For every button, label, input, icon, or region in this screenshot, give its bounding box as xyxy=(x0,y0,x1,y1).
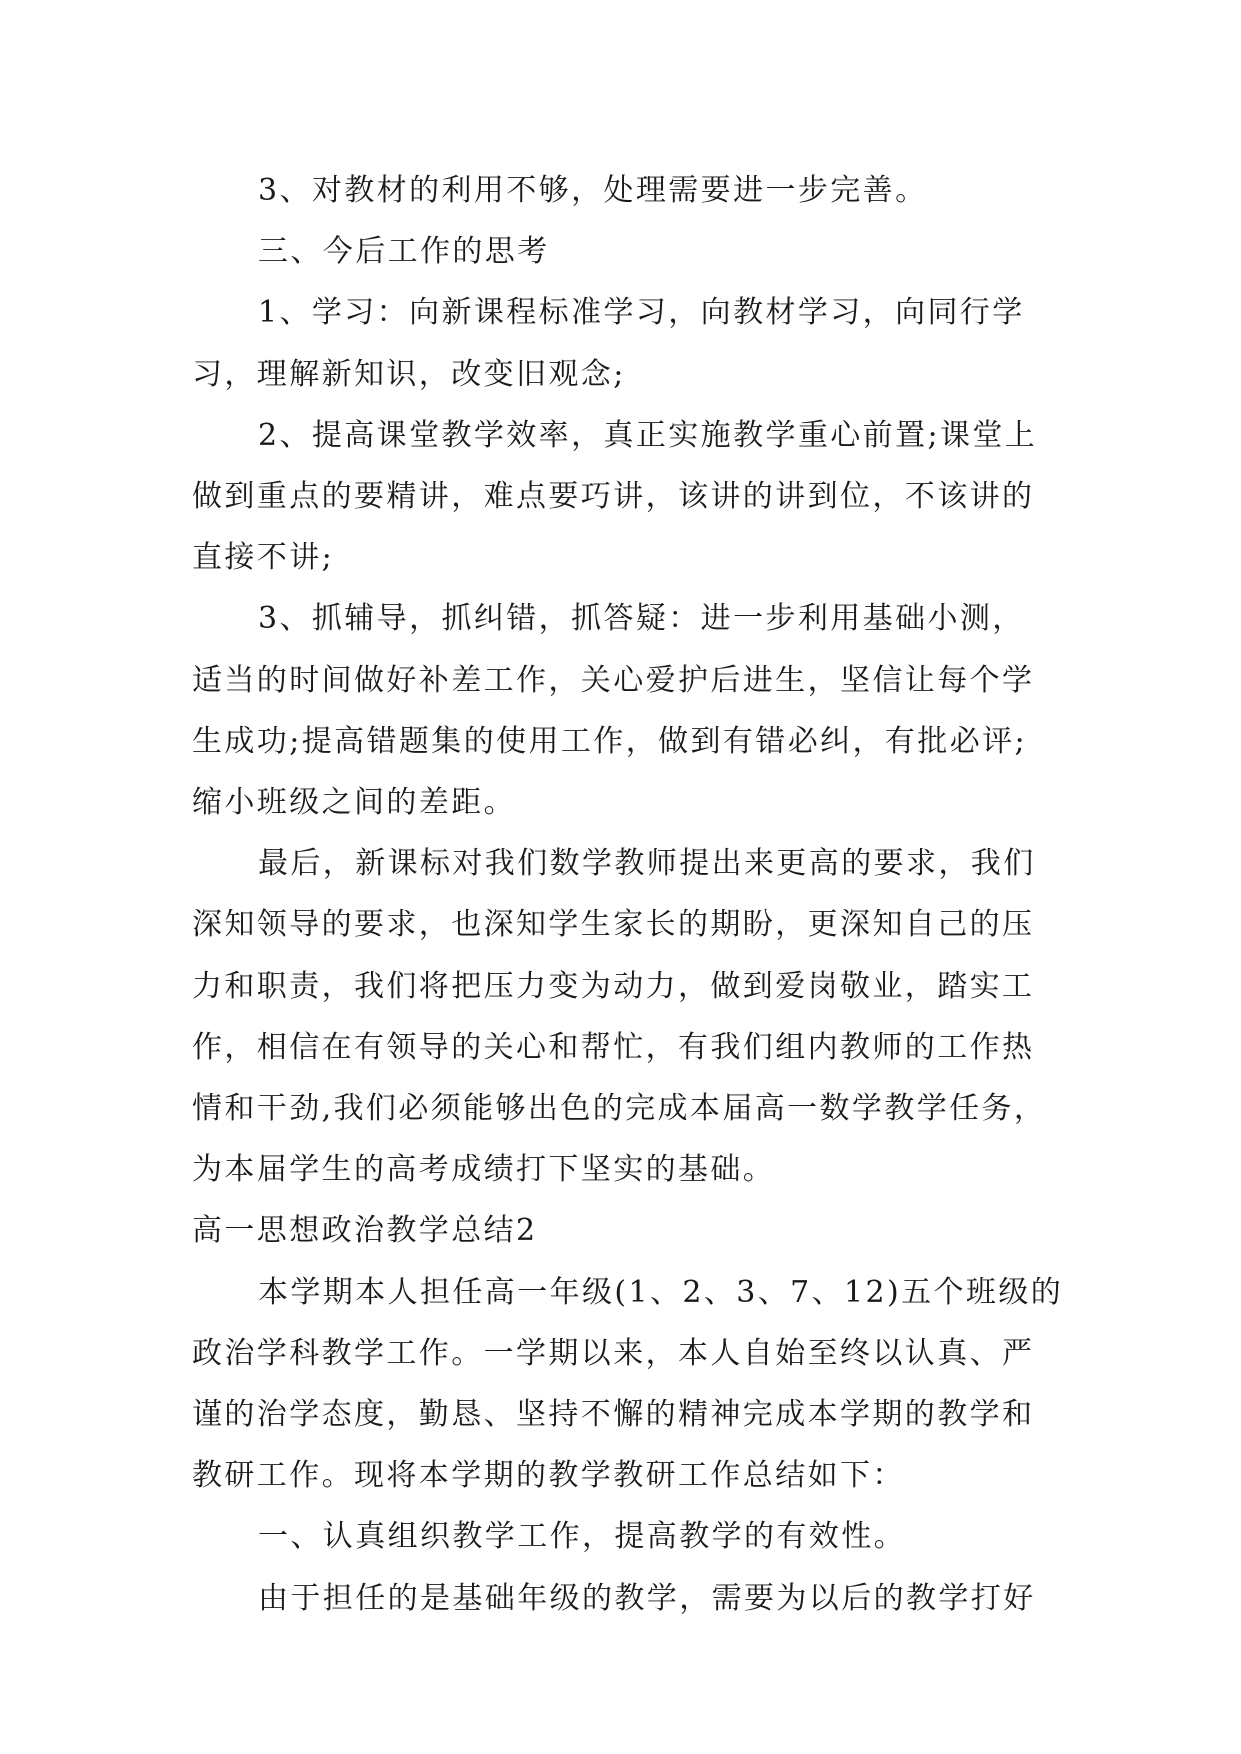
text-line: 适当的时间做好补差工作，关心爱护后进生，坚信让每个学 xyxy=(192,662,1035,698)
list-item: 2、提高课堂教学效率，真正实施教学重心前置;课堂上 xyxy=(258,417,1038,453)
document-title: 高一思想政治教学总结2 xyxy=(192,1213,538,1249)
text-line: 力和职责，我们将把压力变为动力，做到爱岗敬业，踏实工 xyxy=(192,968,1035,1004)
text-line: 政治学科教学工作。一学期以来，本人自始至终以认真、严 xyxy=(192,1335,1035,1371)
paragraph-start: 本学期本人担任高一年级(1、2、3、7、12)五个班级的 xyxy=(258,1274,1064,1310)
text-line: 做到重点的要精讲，难点要巧讲，该讲的讲到位，不该讲的 xyxy=(192,479,1035,515)
list-item: 3、对教材的利用不够，处理需要进一步完善。 xyxy=(258,173,928,208)
section-heading: 三、今后工作的思考 xyxy=(258,234,550,270)
text-line: 生成功;提高错题集的使用工作，做到有错必纠，有批必评; xyxy=(192,723,1028,759)
text-line: 习，理解新知识，改变旧观念; xyxy=(192,356,626,392)
paragraph-start: 由于担任的是基础年级的教学，需要为以后的教学打好 xyxy=(258,1580,1036,1616)
text-line: 谨的治学态度，勤恳、坚持不懈的精神完成本学期的教学和 xyxy=(192,1397,1035,1433)
text-line: 直接不讲; xyxy=(192,540,335,576)
text-line: 作，相信在有领导的关心和帮忙，有我们组内教师的工作热 xyxy=(192,1029,1035,1065)
text-line: 情和干劲,我们必须能够出色的完成本届高一数学教学任务， xyxy=(192,1091,1047,1127)
paragraph-start: 最后，新课标对我们数学教师提出来更高的要求，我们 xyxy=(258,846,1036,882)
text-line: 缩小班级之间的差距。 xyxy=(192,785,516,821)
list-item: 1、学习：向新课程标准学习，向教材学习，向同行学 xyxy=(258,295,1025,331)
text-line: 为本届学生的高考成绩打下坚实的基础。 xyxy=(192,1152,776,1188)
section-heading: 一、认真组织教学工作，提高教学的有效性。 xyxy=(258,1519,906,1555)
text-line: 深知领导的要求，也深知学生家长的期盼，更深知自己的压 xyxy=(192,907,1035,943)
text-line: 教研工作。现将本学期的教学教研工作总结如下： xyxy=(192,1458,905,1494)
list-item: 3、抓辅导，抓纠错，抓答疑：进一步利用基础小测， xyxy=(258,601,1025,637)
document-body xyxy=(192,160,1072,1629)
